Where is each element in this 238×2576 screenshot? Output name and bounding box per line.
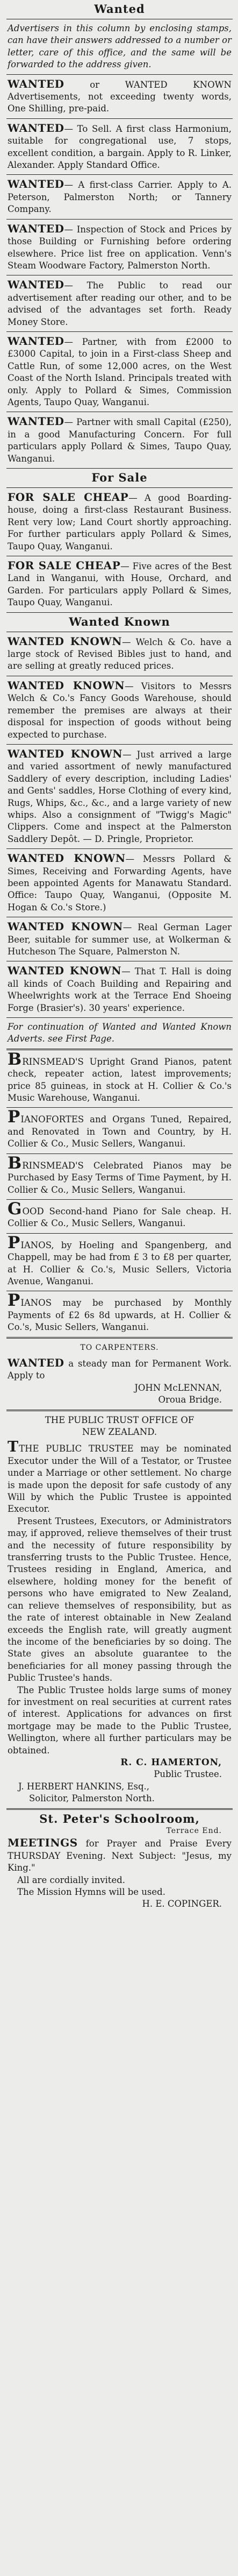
drop-cap: P xyxy=(8,1291,20,1311)
ad-body: IANOS, by Hoeling and Spangenberg, and Chappell, may be had from £ 3 to £8 per quarter, at H. Collier & Co.'s, Music Sellers, Victoria Avenue, Wanganui. xyxy=(8,1240,232,1286)
trustee-signature: R. C. HAMERTON, xyxy=(120,1757,222,1768)
wanted-known-ad xyxy=(6,849,233,917)
ad-lead: FOR SALE CHEAP xyxy=(8,491,129,504)
ad-lead: FOR SALE CHEAP xyxy=(8,559,121,572)
notice-line: All are cordially invited. xyxy=(17,1874,126,1885)
ad-lead: WANTED KNOWN xyxy=(8,678,125,692)
drop-cap: P xyxy=(8,1233,20,1252)
ad-body: — The Public to read our advertisement after reading our other, and to be advised of the advantages set forth. Ready Money Store. xyxy=(8,280,232,327)
drop-cap: B xyxy=(8,1049,22,1069)
ad-body: — Just arrived a large and varied assortment of newly manufactured Saddlery of every description, including Ladies' and Gents' saddles, Horse Clothing of every kind, Rugs, Whips, &c., &c., and a large variety of new whips. Also a consignment of "Twigg's Magic" Clippers. Come and inspect at the Palmerston Saddlery Depôt. — D. Pringle, Proprietor. xyxy=(8,749,232,844)
carpenters-title: TO CARPENTERS. xyxy=(80,1343,159,1352)
ad-body: — Visitors to Messrs Welch & Co.'s Fancy Goods Warehouse, should remember the premises are always at their disposal for inspection of goods without being expected to purchase. xyxy=(8,681,232,740)
ad-lead: Advertisers in this column by enclosing stamps, can have their answers addressed to a number or letter, care of this office, and the same will be forwarded to the address given. xyxy=(8,23,232,70)
notice-title: St. Peter's Schoolroom, xyxy=(39,1811,200,1825)
wanted-ad xyxy=(6,119,233,175)
notice-subtitle: Terrace End. xyxy=(166,1827,222,1835)
ad-body: — To Sell. A first class Harmonium, suitable for congregational use, 7 stops, excellent condition, a bargain. Apply to R. Linker, Alexander. Apply Standard Office. xyxy=(8,123,232,171)
ad-body: — A good Boarding-house, doing a first-class Restaurant Business. Rent very low; Land Court shortly approaching. For further particulars apply Pollard & Simes, Taupo Quay, Wanganui. xyxy=(8,493,232,551)
notice-text: THE PUBLIC TRUSTEE may be nominated Executor under the Will of a Testator, or Trustee under a Marriage or other settlement. No charge is made upon the deposit for safe custody of any Will by which the Public Trustee is appointed Executor. xyxy=(8,1443,232,1515)
ad-lead: WANTED xyxy=(8,178,64,191)
ad-lead: WANTED KNOWN xyxy=(8,964,122,978)
ad-body: — That T. Hall is doing all kinds of Coach Building and Repairing and Wheelwrights work at the Terrace End Shoeing Forge (Brasier's). 30 years' experience. xyxy=(8,966,232,1013)
ad-body: IANOFORTES and Organs Tuned, Repaired, and Renovated in Town and Country, by H. Collier & Co., Music Sellers, Wanganui. xyxy=(8,1114,232,1149)
for-sale-ad xyxy=(6,556,233,613)
notice-paragraph: The Public Trustee holds large sums of money for investment on real securities at current rates of interest. Applications for advances on first mortgage may be made to the Public Trustee, Wellington, where all further particulars may be obtained. xyxy=(8,1685,232,1756)
piano-ad xyxy=(6,1108,233,1153)
piano-ad xyxy=(6,1234,233,1292)
ad-lead: WANTED xyxy=(8,1356,64,1369)
piano-ad xyxy=(6,1154,233,1200)
agent-title: Solicitor, Palmerston North. xyxy=(29,1793,155,1804)
ad-lead: WANTED xyxy=(8,77,64,90)
wanted-known-ad xyxy=(6,961,233,1018)
ad-body: a steady man for Permanent Work. Apply to xyxy=(8,1358,232,1381)
ad-lead: WANTED KNOWN xyxy=(8,920,123,933)
drop-cap: G xyxy=(8,1199,22,1219)
ad-lead: WANTED xyxy=(8,415,64,428)
trustee-title: Public Trustee. xyxy=(154,1769,222,1780)
piano-ad xyxy=(6,1050,233,1108)
notice-paragraph: Present Trustees, Executors, or Administrators may, if approved, relieve themselves of their trust and the necessity of future responsibility by transferring trusts to the Public Trustee. Hence, Trustees residing in England, America, and elsewhere, holding money for the benefit of persons who have emigrated to New Zealand, can relieve themselves of responsibility, but as the rate of interest obtainable in New Zealand exceeds the English rate, will greatly augment the income of the beneficiaries by so doing. The State gives an absolute guarantee to the beneficiaries for all money passing through the Public Trustee's hands. xyxy=(8,1516,232,1683)
ad-body: For continuation of Wanted and Wanted Known Adverts. see First Page. xyxy=(8,1022,232,1044)
ad-body: RINSMEAD'S Celebrated Pianos may be Purchased by Easy Terms of Time Payment, by H. Collier & Co., Music Sellers, Wanganui. xyxy=(8,1160,232,1195)
wanted-ad xyxy=(6,75,233,119)
drop-cap: B xyxy=(8,1153,22,1173)
public-trustee-notice xyxy=(6,1411,233,1810)
wanted-ad xyxy=(6,332,233,412)
notice-paragraph: TTHE PUBLIC TRUSTEE may be nominated Executor under the Will of a Testator, or Trustee under a Marriage or other settlement. No charge is made upon the deposit for safe custody of any Will by which the Public Trustee is appointed Executor. xyxy=(8,1439,232,1515)
ad-body: or WANTED KNOWN Advertisements, not exceeding twenty words, One Shilling, pre-paid. xyxy=(8,79,232,114)
wanted-known-ad xyxy=(6,745,233,849)
wanted-ad xyxy=(6,19,233,75)
ad-body: — Messrs Pollard & Simes, Receiving and Forwarding Agents, have been appointed Agents for Manawatu Standard. Office: Taupo Quay, Wanganui, (Opposite M. Hogan & Co.'s Store.) xyxy=(8,854,232,912)
ad-body: — Real German Lager Beer, suitable for summer use, at Wolkerman & Hutcheson The Square, Palmerston N. xyxy=(8,922,232,957)
wanted-known-ad xyxy=(6,917,233,961)
st-peters-notice xyxy=(6,1810,233,1914)
ad-lead: WANTED xyxy=(8,278,64,292)
wanted-ad xyxy=(6,175,233,219)
notice-signature: H. E. COPINGER. xyxy=(142,1899,222,1909)
continuation-note xyxy=(6,1018,233,1050)
wanted-ad xyxy=(6,220,233,276)
wanted-ad xyxy=(6,412,233,469)
ad-body: for Prayer and Praise Every THURSDAY Evening. Next Subject: "Jesus, my King." xyxy=(8,1838,232,1873)
ad-body: — Five acres of the Best Land in Wanganui, with House, Orchard, and Garden. For particulars apply Pollard & Simes, Taupo Quay, Wanganui. xyxy=(8,561,232,608)
wanted-known-ad xyxy=(6,632,233,676)
ad-lead: WANTED xyxy=(8,334,64,348)
ad-lead: WANTED xyxy=(8,222,64,235)
notice-line: The Mission Hymns will be used. xyxy=(17,1887,165,1898)
ad-body: — Partner with small Capital (£250), in a good Manufacturing Concern. For full particulars apply Pollard & Simes, Taupo Quay, Wanganui. xyxy=(8,417,232,464)
piano-ad xyxy=(6,1200,233,1234)
wanted-known-header: Wanted Known xyxy=(6,613,233,632)
for-sale-ads xyxy=(6,488,233,613)
drop-cap: P xyxy=(8,1107,20,1127)
notice-subtitle: NEW ZEALAND. xyxy=(82,1427,157,1437)
for-sale-ad xyxy=(6,488,233,556)
ad-body: RINSMEAD'S Upright Grand Pianos, patent check, repeater action, latest improvements; price 85 guineas, in stock at H. Collier & Co.'s Music Warehouse, Wanganui. xyxy=(8,1056,232,1103)
ad-lead: MEETINGS xyxy=(8,1836,78,1850)
ad-body: — A first-class Carrier. Apply to A. Peterson, Palmerston North; or Tannery Company. xyxy=(8,180,232,215)
ad-lead: WANTED KNOWN xyxy=(8,852,126,865)
wanted-known-ads xyxy=(6,632,233,1050)
ad-body: — Inspection of Stock and Prices by those Building or Furnishing before ordering elsewhere. Price list free on application. Venn's Steam Woodware Factory, Palmerston North. xyxy=(8,224,232,271)
advertiser-name: JOHN McLENNAN, xyxy=(134,1382,222,1393)
notice-title: THE PUBLIC TRUST OFFICE OF xyxy=(45,1414,194,1425)
ad-body: — Welch & Co. have a large stock of Revised Bibles just to hand, and are selling at greatly reduced prices. xyxy=(8,636,232,671)
ad-body: IANOS may be purchased by Monthly Payments of £2 6s 8d upwards, at H. Collier & Co.'s, Music Sellers, Wanganui. xyxy=(8,1298,232,1333)
advertiser-place: Oroua Bridge. xyxy=(158,1395,222,1405)
wanted-header: Wanted xyxy=(6,0,233,19)
wanted-ad xyxy=(6,275,233,332)
ad-lead: WANTED KNOWN xyxy=(8,634,122,648)
ad-body: — Partner, with from £2000 to £3000 Capital, to join in a First-class Sheep and Cattle Run, of some 12,000 acres, on the West Coast of the North Island. Principals treated with only. Apply to Pollard & Simes, Commission Agents, Taupo Quay, Wanganui. xyxy=(8,336,232,407)
agent-name: J. HERBERT HANKINS, Esq., xyxy=(18,1781,150,1792)
carpenters-ad xyxy=(6,1339,233,1411)
for-sale-header: For Sale xyxy=(6,469,233,488)
piano-ad xyxy=(6,1291,233,1338)
wanted-known-ad xyxy=(6,676,233,745)
wanted-ads xyxy=(6,19,233,469)
ad-lead: WANTED xyxy=(8,121,64,135)
ad-lead: WANTED KNOWN xyxy=(8,747,123,760)
ad-body: OOD Second-hand Piano for Sale cheap. H. Collier & Co., Music Sellers, Wanganui. xyxy=(8,1206,232,1229)
piano-ads xyxy=(6,1050,233,1339)
